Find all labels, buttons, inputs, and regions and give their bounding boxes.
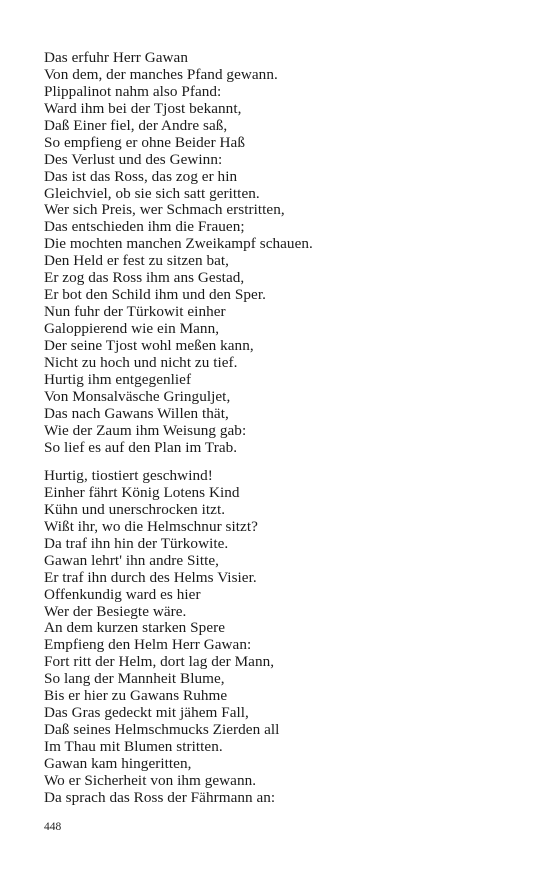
verse-line: Das entschieden ihm die Frauen; (44, 218, 245, 236)
verse-line: Einher fährt König Lotens Kind (44, 483, 240, 501)
verse-line: Da sprach das Ross der Fährmann an: (44, 788, 276, 806)
verse-line: Das ist das Ross, das zog er hin (44, 167, 238, 185)
verse-line: An dem kurzen starken Spere (44, 619, 226, 637)
verse-line: Das nach Gawans Willen thät, (44, 404, 229, 422)
verse-line: Das Gras gedeckt mit jähem Fall, (44, 704, 249, 722)
verse-line: Nun fuhr der Türkowit einher (44, 303, 226, 321)
verse-line: Empfieng den Helm Herr Gawan: (44, 636, 252, 654)
verse-line: So empfieng er ohne Beider Haß (44, 133, 245, 151)
verse-line: Wo er Sicherheit von ihm gewann. (44, 771, 257, 789)
stanza-1 (44, 50, 313, 457)
page-number: 448 (44, 821, 62, 833)
verse-line: Galoppierend wie ein Mann, (44, 320, 220, 337)
verse-line: Hurtig, tiostiert geschwind! (44, 467, 213, 484)
verse-line: Von dem, der manches Pfand gewann. (44, 65, 278, 83)
verse-line: Von Monsalväsche Gringuljet, (44, 387, 231, 405)
verse-line: Fort ritt der Helm, dort lag der Mann, (44, 653, 275, 671)
verse-line: Daß seines Helmschmucks Zierden all (44, 721, 280, 739)
verse-line: Offenkundig ward es hier (44, 585, 201, 603)
verse-line: Nicht zu hoch und nicht zu tief. (44, 353, 238, 371)
verse-line: Gawan lehrt' ihn andre Sitte, (44, 551, 219, 569)
verse-line: Er bot den Schild ihm und den Sper. (44, 286, 266, 304)
verse-line: Der seine Tjost wohl meßen kann, (44, 336, 254, 354)
verse-line: Plippalinot nahm also Pfand: (44, 82, 222, 100)
verse-line: Wißt ihr, wo die Helmschnur sitzt? (44, 517, 258, 535)
verse-line: Im Thau mit Blumen stritten. (44, 738, 223, 755)
stanza-2 (44, 468, 279, 807)
verse-line: Bis er hier zu Gawans Ruhme (44, 687, 228, 705)
verse-line: Wer der Besiegte wäre. (44, 602, 187, 620)
verse-line: Hurtig ihm entgegenlief (44, 370, 192, 388)
verse-line: Ward ihm bei der Tjost bekannt, (44, 99, 242, 117)
verse-line: So lief es auf den Plan im Trab. (44, 438, 238, 456)
verse-line: Daß Einer fiel, der Andre saß, (44, 116, 228, 134)
verse-line: Wie der Zaum ihm Weisung gab: (44, 421, 247, 439)
verse-line: Wer sich Preis, wer Schmach erstritten, (44, 201, 285, 219)
verse-line: Die mochten manchen Zweikampf schauen. (44, 235, 313, 253)
verse-line: Das erfuhr Herr Gawan (44, 49, 188, 66)
verse-line: Gawan kam hingeritten, (44, 754, 192, 772)
verse-line: Des Verlust und des Gewinn: (44, 150, 223, 168)
verse-line: Gleichviel, ob sie sich satt geritten. (44, 184, 260, 202)
verse-line: Da traf ihn hin der Türkowite. (44, 534, 229, 552)
verse-line: Kühn und unerschrocken itzt. (44, 500, 226, 518)
verse-line: Den Held er fest zu sitzen bat, (44, 252, 229, 270)
verse-line: So lang der Mannheit Blume, (44, 670, 225, 688)
verse-line: Er zog das Ross ihm ans Gestad, (44, 269, 245, 287)
verse-line: Er traf ihn durch des Helms Visier. (44, 568, 257, 586)
